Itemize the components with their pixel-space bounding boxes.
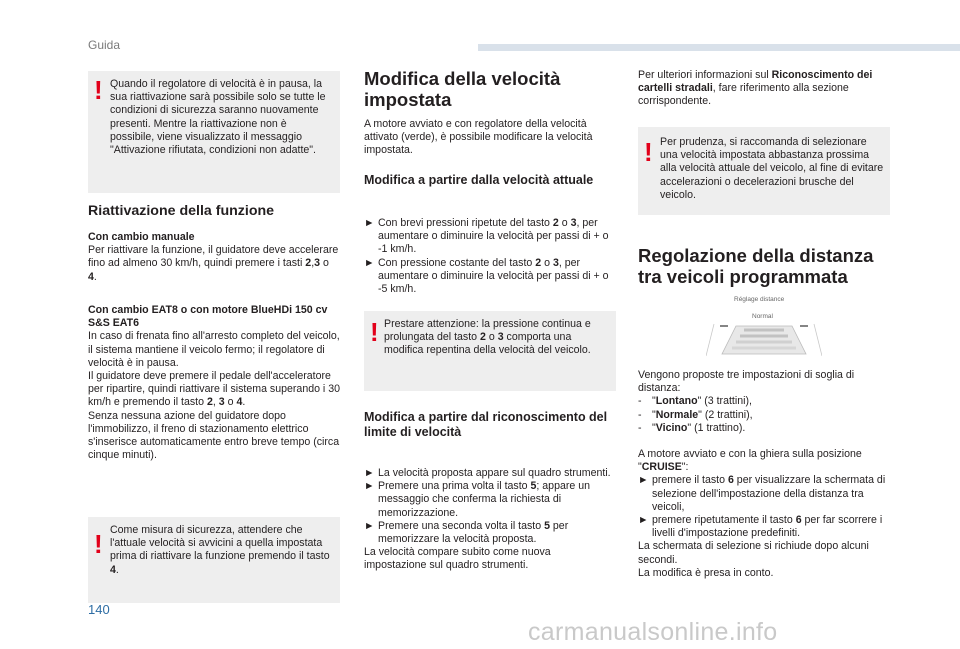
list-item: ► Premere una prima volta il tasto 5; appare un messaggio che conferma la richiesta di memorizzazione. [364,480,591,519]
bullet-list-speed-limit [364,467,616,573]
list-item: ► Con brevi pressioni ripetute del tasto 2 o 3, per aumentare o diminuire la velocità per passi di + o -1 km/h. [364,217,609,256]
warning-box-pressure [364,311,616,391]
distance-setting-diagram [706,296,822,358]
list-item: ► La velocità proposta appare sul quadro strumenti. [364,467,611,479]
eat8-text3: Senza nessuna azione del guidatore dopo l'immobilizzo, il freno di stazionamento elettrico s'inserisce automaticamente entro breve tempo (circa cinque minuti). [88,409,340,462]
warning-text: Per prudenza, si raccomanda di selezionare una velocità impostata abbastanza prossima alla velocità attuale del veicolo, al fine di evitare accelerazioni o decelerazioni brusche del veicolo. [660,136,884,201]
eat8-block [88,304,342,462]
watermark: carmanualsonline.info [528,618,778,646]
speed-limit-end: La velocità compare subito come nuova impostazione sul quadro strumenti. [364,546,551,572]
bullet-icon: ► [364,467,375,479]
modify-intro: A motore avviato e con regolatore della velocità attivato (verde), è possibile modificare la velocità impostata. [364,118,593,157]
eat8-text2: Il guidatore deve premere il pedale dell'acceleratore per ripartire, quindi riattivare il sistema superando i 30 km/h e premendo il tasto 2, 3 o 4. [88,370,341,409]
warning-box-safety [88,517,340,603]
distance-intro: Vengono proposte tre impostazioni di soglia di distanza: [638,369,855,395]
bullet-icon: ► [364,217,375,229]
manual-gearbox-text: Per riattivare la funzione, il guidatore deve accelerare fino ad almeno 30 km/h, quindi premere i tasti 2,3 o 4. [88,244,339,283]
subheading-current-speed: Modifica a partire dalla velocità attuale [364,173,594,187]
bullet-icon: ► [364,519,375,532]
bullet-icon: ► [638,474,649,487]
section-heading-modify-speed: Modifica della velocità impostata [364,68,561,110]
subheading-speed-limit: Modifica a partire dal riconoscimento del limite di velocità [364,410,608,439]
diagram-label: Normal [752,313,773,320]
eat8-text1: In caso di frenata fino all'arresto completo del veicolo, il sistema mantiene il veicolo fermo; il regolatore di velocità è in pausa. [88,330,340,369]
warning-box-reactivation [88,71,340,193]
closing-text-2: La modifica è presa in conto. [638,566,774,579]
bullet-icon: ► [364,480,375,493]
list-item: - "Lontano" (3 trattini), [638,395,752,408]
warning-icon: ! [644,137,653,167]
road-perspective-icon [706,320,822,358]
header-bar [478,44,960,51]
list-item: ► premere ripetutamente il tasto 6 per far scorrere i livelli d'impostazione predefiniti. [638,514,883,540]
manual-gearbox-block [88,231,340,284]
cruise-intro: A motore avviato e con la ghiera sulla posizione "CRUISE": [638,448,862,474]
bullet-icon: ► [638,514,649,527]
list-item: - "Vicino" (1 trattino). [638,421,746,434]
warning-box-prudence [638,127,890,215]
list-item: ► premere il tasto 6 per visualizzare la schermata di selezione dell'impostazione della distanza tra veicoli, [638,474,886,513]
warning-text: Quando il regolatore di velocità è in pausa, la sua riattivazione sarà possibile solo se tutte le condizioni di sicurezza saranno nuovamente presenti. Mentre la riattivazione non è possibile, viene visualizzato il messaggio "Attivazione rifiutata, condizioni non adatte". [110,78,326,157]
warning-text: Prestare attenzione: la pressione continua e prolungata del tasto 2 o 3 comporta una modifica repentina della velocità del veicolo. [384,318,591,357]
bullet-icon: ► [364,256,375,269]
list-item: ► Con pressione costante del tasto 2 o 3, per aumentare o diminuire la velocità per passi di + o -5 km/h. [364,256,609,296]
eat8-title: Con cambio EAT8 o con motore BlueHDi 150 cv S&S EAT6 [88,304,328,330]
warning-text: Come misura di sicurezza, attendere che l'attuale velocità si avvicini a quella impostata prima di riattivare la funzione premendo il tasto 4. [110,524,330,576]
bullet-list-current-speed [364,217,616,296]
road-signs-reference: Per ulteriori informazioni sul Riconoscimento dei cartelli stradali, fare riferimento alla sezione corrispondente. [638,69,873,108]
section-title: Guida [88,38,121,52]
closing-text-1: La schermata di selezione si richiude dopo alcuni secondi. [638,540,869,566]
warning-icon: ! [94,529,103,559]
section-heading-distance: Regolazione della distanza tra veicoli programmata [638,245,874,287]
manual-gearbox-title: Con cambio manuale [88,231,195,243]
section-heading-reactivation: Riattivazione della funzione [88,203,275,219]
list-item: ► Premere una seconda volta il tasto 5 per memorizzare la velocità proposta. [364,519,569,546]
page-number: 140 [88,602,110,617]
diagram-title: Réglage distance [734,296,785,303]
warning-icon: ! [94,75,103,105]
list-item: - "Normale" (2 trattini), [638,408,753,421]
warning-icon: ! [370,317,379,347]
distance-settings-text [638,369,890,580]
